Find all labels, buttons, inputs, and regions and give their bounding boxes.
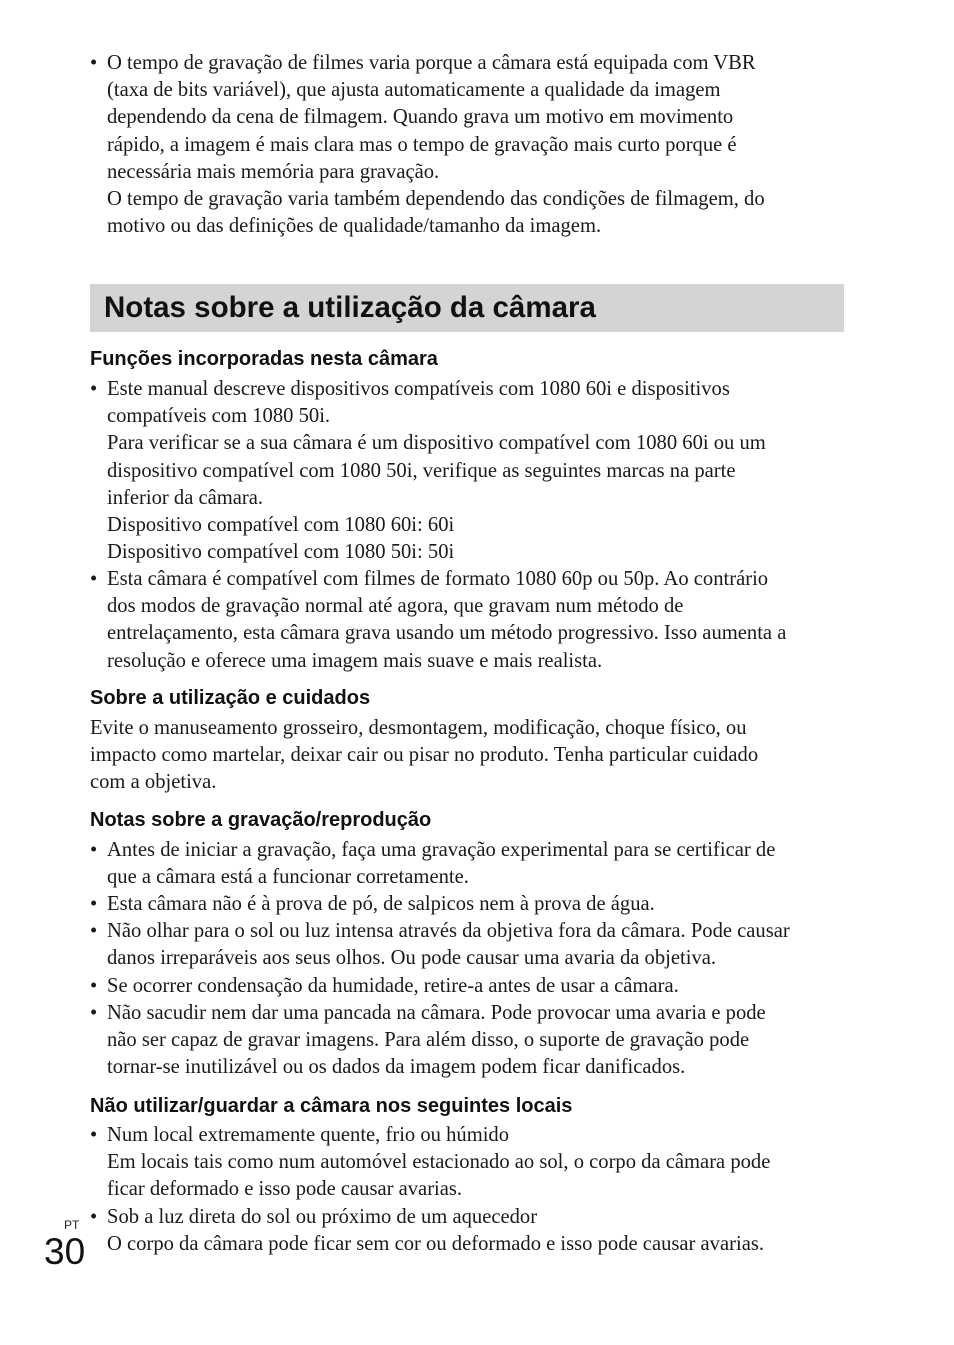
text-line: Num local extremamente quente, frio ou húmido [107,1124,510,1146]
text-line: com a objetiva. [90,771,217,794]
text-line: necessária mais memória para gravação. [107,160,440,183]
text-line: dos modos de gravação normal até agora, que gravam num método de [107,595,684,618]
text-line: entrelaçamento, esta câmara grava usando um método progressivo. Isso aumenta a [107,622,787,645]
text-line: Antes de iniciar a gravação, faça uma gravação experimental para se certificar de [107,839,776,861]
text-line: Sob a luz direta do sol ou próximo de um aquecedor [107,1206,538,1228]
bullet-dot: • [90,975,98,997]
text-line: (taxa de bits variável), que ajusta automaticamente a qualidade da imagem [107,79,721,102]
bullet-dot: • [90,839,98,861]
text-line: tornar-se inutilizável ou os dados da imagem podem ficar danificados. [107,1056,686,1079]
text-line: impacto como martelar, deixar cair ou pisar no produto. Tenha particular cuidado [90,744,759,767]
bullet-dot: • [90,1206,98,1228]
text-line: Esta câmara não é à prova de pó, de salpicos nem à prova de água. [107,893,655,915]
bullet-dot: • [90,1002,98,1024]
text-line: O tempo de gravação de filmes varia porque a câmara está equipada com VBR [107,52,756,74]
text-line: Evite o manuseamento grosseiro, desmontagem, modificação, choque físico, ou [90,717,747,739]
text-line: motivo ou das definições de qualidade/tamanho da imagem. [107,215,602,238]
text-line: Dispositivo compatível com 1080 60i: 60i [107,514,455,536]
text-line: resolução e oferece uma imagem mais suave e mais realista. [107,649,603,672]
text-line: rápido, a imagem é mais clara mas o tempo de gravação mais curto porque é [107,133,737,156]
text-line: Se ocorrer condensação da humidade, retire-a antes de usar a câmara. [107,975,679,997]
language-code: PT [64,1218,80,1232]
text-line: que a câmara está a funcionar corretamente. [107,866,469,889]
text-line: O tempo de gravação varia também dependendo das condições de filmagem, do [107,188,765,210]
bullet-dot: • [90,920,98,942]
text-line: dependendo da cena de filmagem. Quando grava um motivo em movimento [107,106,734,129]
text-line: ficar deformado e isso pode causar avarias. [107,1178,463,1201]
subheading-cuidados: Sobre a utilização e cuidados [90,687,371,709]
bullet-dot: • [90,893,98,915]
text-line: não ser capaz de gravar imagens. Para além disso, o suporte de gravação pode [107,1029,750,1052]
text-line: Não sacudir nem dar uma pancada na câmara. Pode provocar uma avaria e pode [107,1002,766,1024]
text-line: O corpo da câmara pode ficar sem cor ou deformado e isso pode causar avarias. [107,1233,764,1256]
text-line: Para verificar se a sua câmara é um dispositivo compatível com 1080 60i ou um [107,432,766,455]
text-line: danos irreparáveis aos seus olhos. Ou pode causar uma avaria da objetiva. [107,947,717,970]
text-line: Este manual descreve dispositivos compatíveis com 1080 60i e dispositivos [107,378,730,400]
bullet-dot: • [90,1124,98,1146]
text-line: inferior da câmara. [107,486,264,509]
text-line: dispositivo compatível com 1080 50i, verifique as seguintes marcas na parte [107,459,736,482]
section-title-bar [90,284,844,332]
text-line: Dispositivo compatível com 1080 50i: 50i [107,541,455,564]
bullet-dot: • [90,378,98,400]
bullet-dot: • [90,52,98,74]
text-line: Em locais tais como num automóvel estacionado ao sol, o corpo da câmara pode [107,1151,771,1174]
subheading-funcoes: Funções incorporadas nesta câmara [90,348,438,370]
text-line: Esta câmara é compatível com filmes de formato 1080 60p ou 50p. Ao contrário [107,568,769,590]
section-title: Notas sobre a utilização da câmara [104,291,596,324]
page-number: 30 [44,1231,86,1272]
subheading-gravacao: Notas sobre a gravação/reprodução [90,809,432,831]
bullet-dot: • [90,568,98,590]
subheading-locais: Não utilizar/guardar a câmara nos seguintes locais [90,1095,573,1117]
text-line: Não olhar para o sol ou luz intensa através da objetiva fora da câmara. Pode causar [107,920,790,942]
text-line: compatíveis com 1080 50i. [107,405,331,428]
